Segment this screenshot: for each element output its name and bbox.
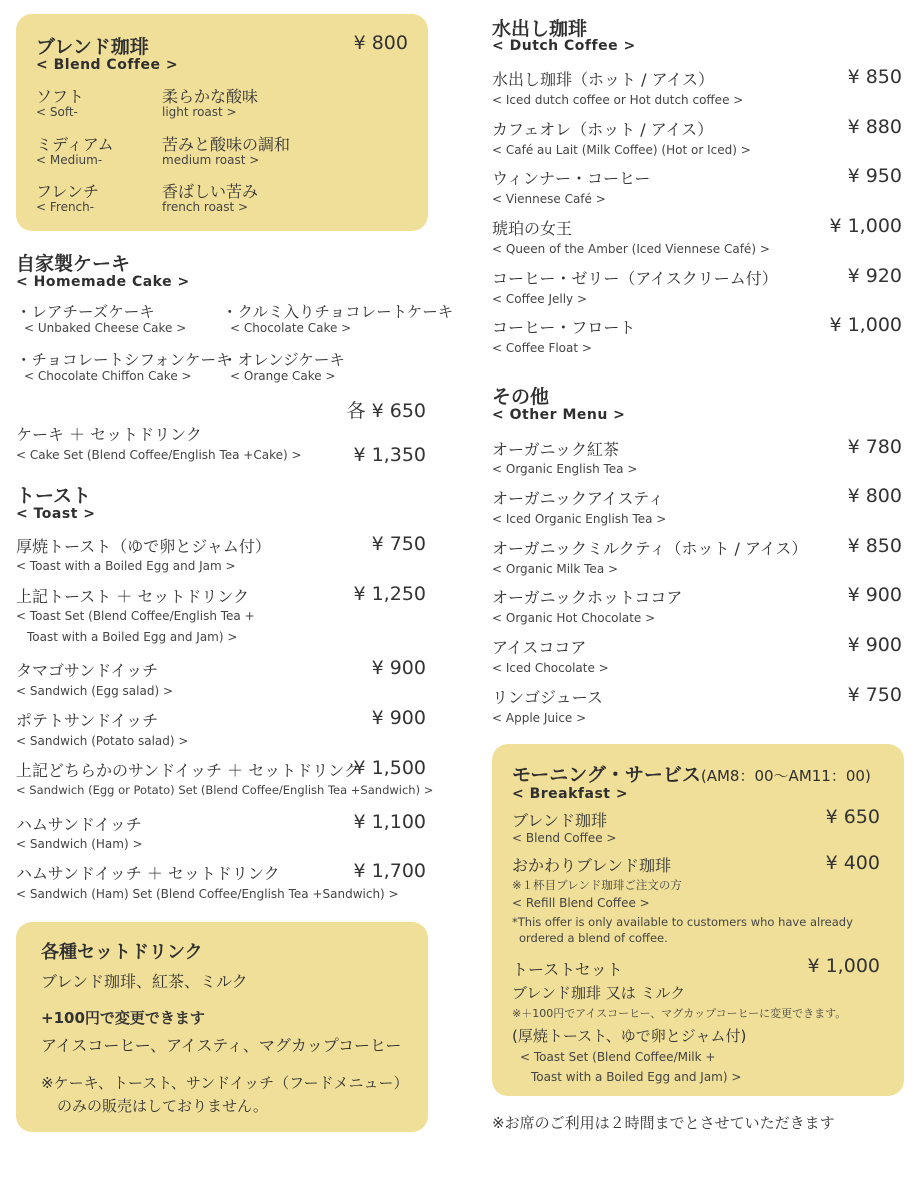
dutch-item-4: 琥珀の女王: [492, 219, 573, 238]
other-item-3-en: < Organic Milk Tea >: [492, 562, 619, 576]
toast-item-potato-sand-en: < Sandwich (Potato salad) >: [16, 734, 189, 748]
dutch-item-6-price: ¥ 1,000: [829, 314, 902, 336]
other-item-6-price: ¥ 750: [847, 684, 902, 706]
other-item-2-price: ¥ 800: [847, 485, 902, 507]
cake-title: 自家製ケーキ: [16, 253, 131, 275]
set-drink-note2: のみの販売はしておりません。: [57, 1097, 268, 1115]
toast-item-ham-set: ハムサンドイッチ ＋ セットドリンク: [16, 864, 280, 883]
other-item-4-price: ¥ 900: [847, 584, 902, 606]
footer-note: ※お席のご利用は２時間までとさせていただきます: [492, 1114, 835, 1132]
cake-item-orange: ・オレンジケーキ: [222, 351, 345, 369]
other-item-4-en: < Organic Hot Chocolate >: [492, 611, 656, 625]
toast-item-set: 上記トースト ＋ セットドリンク: [16, 587, 250, 606]
toast-item-potato-sand-price: ¥ 900: [371, 707, 426, 729]
dutch-item-6: コーヒー・フロート: [492, 318, 636, 337]
toast-subtitle: < Toast >: [16, 506, 96, 522]
toast-item-ham-set-en: < Sandwich (Ham) Set (Blend Coffee/English Tea +Sandwich) >: [16, 887, 399, 901]
morning-blend-en: < Blend Coffee >: [512, 831, 617, 845]
morning-toast-set-note: ※＋100円でアイスコーヒー、マグカップコーヒーに変更できます。: [512, 1007, 847, 1020]
cake-item-choco-en: < Chocolate Cake >: [230, 321, 352, 335]
roast-soft-name: ソフト: [36, 87, 85, 106]
set-drink-line1: ブレンド珈琲、紅茶、ミルク: [41, 972, 248, 991]
toast-item-thick: 厚焼トースト（ゆで卵とジャム付）: [16, 537, 271, 556]
toast-item-ham-set-price: ¥ 1,700: [353, 860, 426, 882]
morning-blend-price: ¥ 650: [825, 806, 880, 828]
set-drink-plus-title: +100円で変更できます: [41, 1009, 205, 1027]
morning-refill-note-en1: *This offer is only available to customers who have already: [512, 915, 853, 929]
roast-soft-desc-en: light roast >: [162, 105, 237, 119]
morning-service-box: [492, 744, 904, 1096]
cake-item-chiffon: ・チョコレートシフォンケーキ: [16, 351, 232, 369]
morning-blend: ブレンド珈琲: [512, 811, 607, 830]
toast-item-set-en: < Toast Set (Blend Coffee/English Tea +: [16, 609, 255, 623]
toast-item-egg-sand-en: < Sandwich (Egg salad) >: [16, 684, 174, 698]
cake-item-choco: ・クルミ入りチョコレートケーキ: [222, 303, 454, 321]
morning-title-text: モーニング・サービス: [512, 764, 701, 786]
morning-toast-set-en2: Toast with a Boiled Egg and Jam) >: [531, 1070, 742, 1084]
cake-item-cheese-en: < Unbaked Cheese Cake >: [24, 321, 187, 335]
blend-subtitle: < Blend Coffee >: [36, 57, 179, 73]
other-title: その他: [492, 386, 550, 408]
other-item-4: オーガニックホットココア: [492, 588, 683, 607]
dutch-item-3-price: ¥ 950: [847, 165, 902, 187]
morning-refill: おかわりブレンド珈琲: [512, 856, 671, 875]
roast-french-en: < French-: [36, 200, 95, 214]
toast-item-ham-sand-price: ¥ 1,100: [353, 811, 426, 833]
dutch-item-2-en: < Café au Lait (Milk Coffee) (Hot or Iced) >: [492, 143, 751, 157]
roast-soft-desc: 柔らかな酸味: [162, 87, 259, 106]
other-subtitle: < Other Menu >: [492, 407, 626, 423]
toast-item-egg-sand: タマゴサンドイッチ: [16, 661, 159, 680]
cake-item-orange-en: < Orange Cake >: [230, 369, 336, 383]
morning-refill-price: ¥ 400: [825, 852, 880, 874]
morning-refill-en: < Refill Blend Coffee >: [512, 896, 650, 910]
roast-medium-desc: 苦みと酸味の調和: [162, 135, 291, 154]
dutch-item-5: コーヒー・ゼリー（アイスクリーム付）: [492, 269, 778, 288]
dutch-item-3-en: < Viennese Café >: [492, 192, 606, 206]
cake-item-cheese: ・レアチーズケーキ: [16, 303, 155, 321]
cake-set-en: < Cake Set (Blend Coffee/English Tea +Cake) >: [16, 448, 302, 462]
cake-subtitle: < Homemade Cake >: [16, 274, 190, 290]
cake-set-name: ケーキ ＋ セットドリンク: [16, 425, 202, 444]
morning-toast-set-price: ¥ 1,000: [807, 955, 880, 977]
blend-title: ブレンド珈琲: [36, 36, 149, 58]
set-drink-box: [16, 922, 428, 1132]
morning-hours: (AM8：00〜AM11：00): [700, 767, 871, 785]
blend-price: ¥ 800: [353, 32, 408, 54]
set-drink-note1: ※ケーキ、トースト、サンドイッチ（フードメニュー）: [41, 1074, 409, 1092]
other-item-2-en: < Iced Organic English Tea >: [492, 512, 667, 526]
set-drink-title: 各種セットドリンク: [41, 942, 203, 963]
toast-item-ham-sand-en: < Sandwich (Ham) >: [16, 837, 143, 851]
morning-toast-set-line2: ブレンド珈琲 又は ミルク: [512, 984, 686, 1002]
dutch-item-2-price: ¥ 880: [847, 116, 902, 138]
toast-item-sand-set-price: ¥ 1,500: [353, 757, 426, 779]
other-item-5-en: < Iced Chocolate >: [492, 661, 609, 675]
dutch-item-1-en: < Iced dutch coffee or Hot dutch coffee >: [492, 93, 744, 107]
dutch-item-1-price: ¥ 850: [847, 66, 902, 88]
toast-item-ham-sand: ハムサンドイッチ: [16, 815, 142, 834]
cake-each-price: 各 ¥ 650: [346, 400, 426, 422]
morning-toast-set: トーストセット: [512, 960, 623, 979]
dutch-item-4-en: < Queen of the Amber (Iced Viennese Café) >: [492, 242, 770, 256]
roast-medium-name: ミディアム: [36, 135, 114, 154]
other-item-6: リンゴジュース: [492, 688, 603, 707]
roast-medium-en: < Medium-: [36, 153, 103, 167]
toast-item-sand-set-en: < Sandwich (Egg or Potato) Set (Blend Coffee/English Tea +Sandwich) >: [16, 783, 434, 797]
other-item-2: オーガニックアイスティ: [492, 489, 664, 508]
set-drink-line2: アイスコーヒー、アイスティ、マグカップコーヒー: [41, 1036, 402, 1055]
morning-title: [512, 760, 871, 787]
dutch-item-5-en: < Coffee Jelly >: [492, 292, 587, 306]
toast-item-thick-en: < Toast with a Boiled Egg and Jam >: [16, 559, 236, 573]
morning-refill-note-en2: ordered a blend of coffee.: [519, 931, 668, 945]
other-item-5-price: ¥ 900: [847, 634, 902, 656]
dutch-item-6-en: < Coffee Float >: [492, 341, 592, 355]
other-item-3-price: ¥ 850: [847, 535, 902, 557]
dutch-item-1: 水出し珈琲（ホット / アイス）: [492, 70, 714, 89]
morning-refill-note: ※１杯目ブレンド珈琲ご注文の方: [512, 878, 682, 892]
toast-item-set-en2: Toast with a Boiled Egg and Jam) >: [27, 630, 238, 644]
toast-item-thick-price: ¥ 750: [371, 533, 426, 555]
other-item-5: アイスココア: [492, 638, 587, 657]
roast-french-desc: 香ばしい苦み: [162, 182, 259, 201]
dutch-title: 水出し珈琲: [492, 18, 588, 40]
other-item-1-en: < Organic English Tea >: [492, 462, 638, 476]
toast-item-egg-sand-price: ¥ 900: [371, 657, 426, 679]
toast-item-set-price: ¥ 1,250: [353, 583, 426, 605]
dutch-item-3: ウィンナー・コーヒー: [492, 169, 651, 188]
roast-french-name: フレンチ: [36, 182, 99, 201]
roast-french-desc-en: french roast >: [162, 200, 249, 214]
blend-coffee-box: [16, 14, 428, 231]
other-item-3: オーガニックミルクティ（ホット / アイス）: [492, 539, 808, 558]
morning-toast-set-line3: (厚焼トースト、ゆで卵とジャム付): [512, 1027, 747, 1045]
dutch-item-4-price: ¥ 1,000: [829, 215, 902, 237]
other-item-6-en: < Apple Juice >: [492, 711, 587, 725]
toast-item-sand-set: 上記どちらかのサンドイッチ ＋ セットドリンク: [16, 761, 360, 780]
morning-toast-set-en1: < Toast Set (Blend Coffee/Milk +: [520, 1050, 716, 1064]
cake-set-price: ¥ 1,350: [353, 444, 426, 466]
roast-soft-en: < Soft-: [36, 105, 78, 119]
roast-medium-desc-en: medium roast >: [162, 153, 260, 167]
dutch-item-2: カフェオレ（ホット / アイス）: [492, 120, 714, 139]
cake-item-chiffon-en: < Chocolate Chiffon Cake >: [24, 369, 192, 383]
other-item-1-price: ¥ 780: [847, 436, 902, 458]
toast-item-potato-sand: ポテトサンドイッチ: [16, 711, 159, 730]
dutch-subtitle: < Dutch Coffee >: [492, 38, 636, 54]
toast-title: トースト: [16, 485, 92, 507]
morning-subtitle: < Breakfast >: [512, 786, 629, 802]
other-item-1: オーガニック紅茶: [492, 440, 620, 459]
dutch-item-5-price: ¥ 920: [847, 265, 902, 287]
